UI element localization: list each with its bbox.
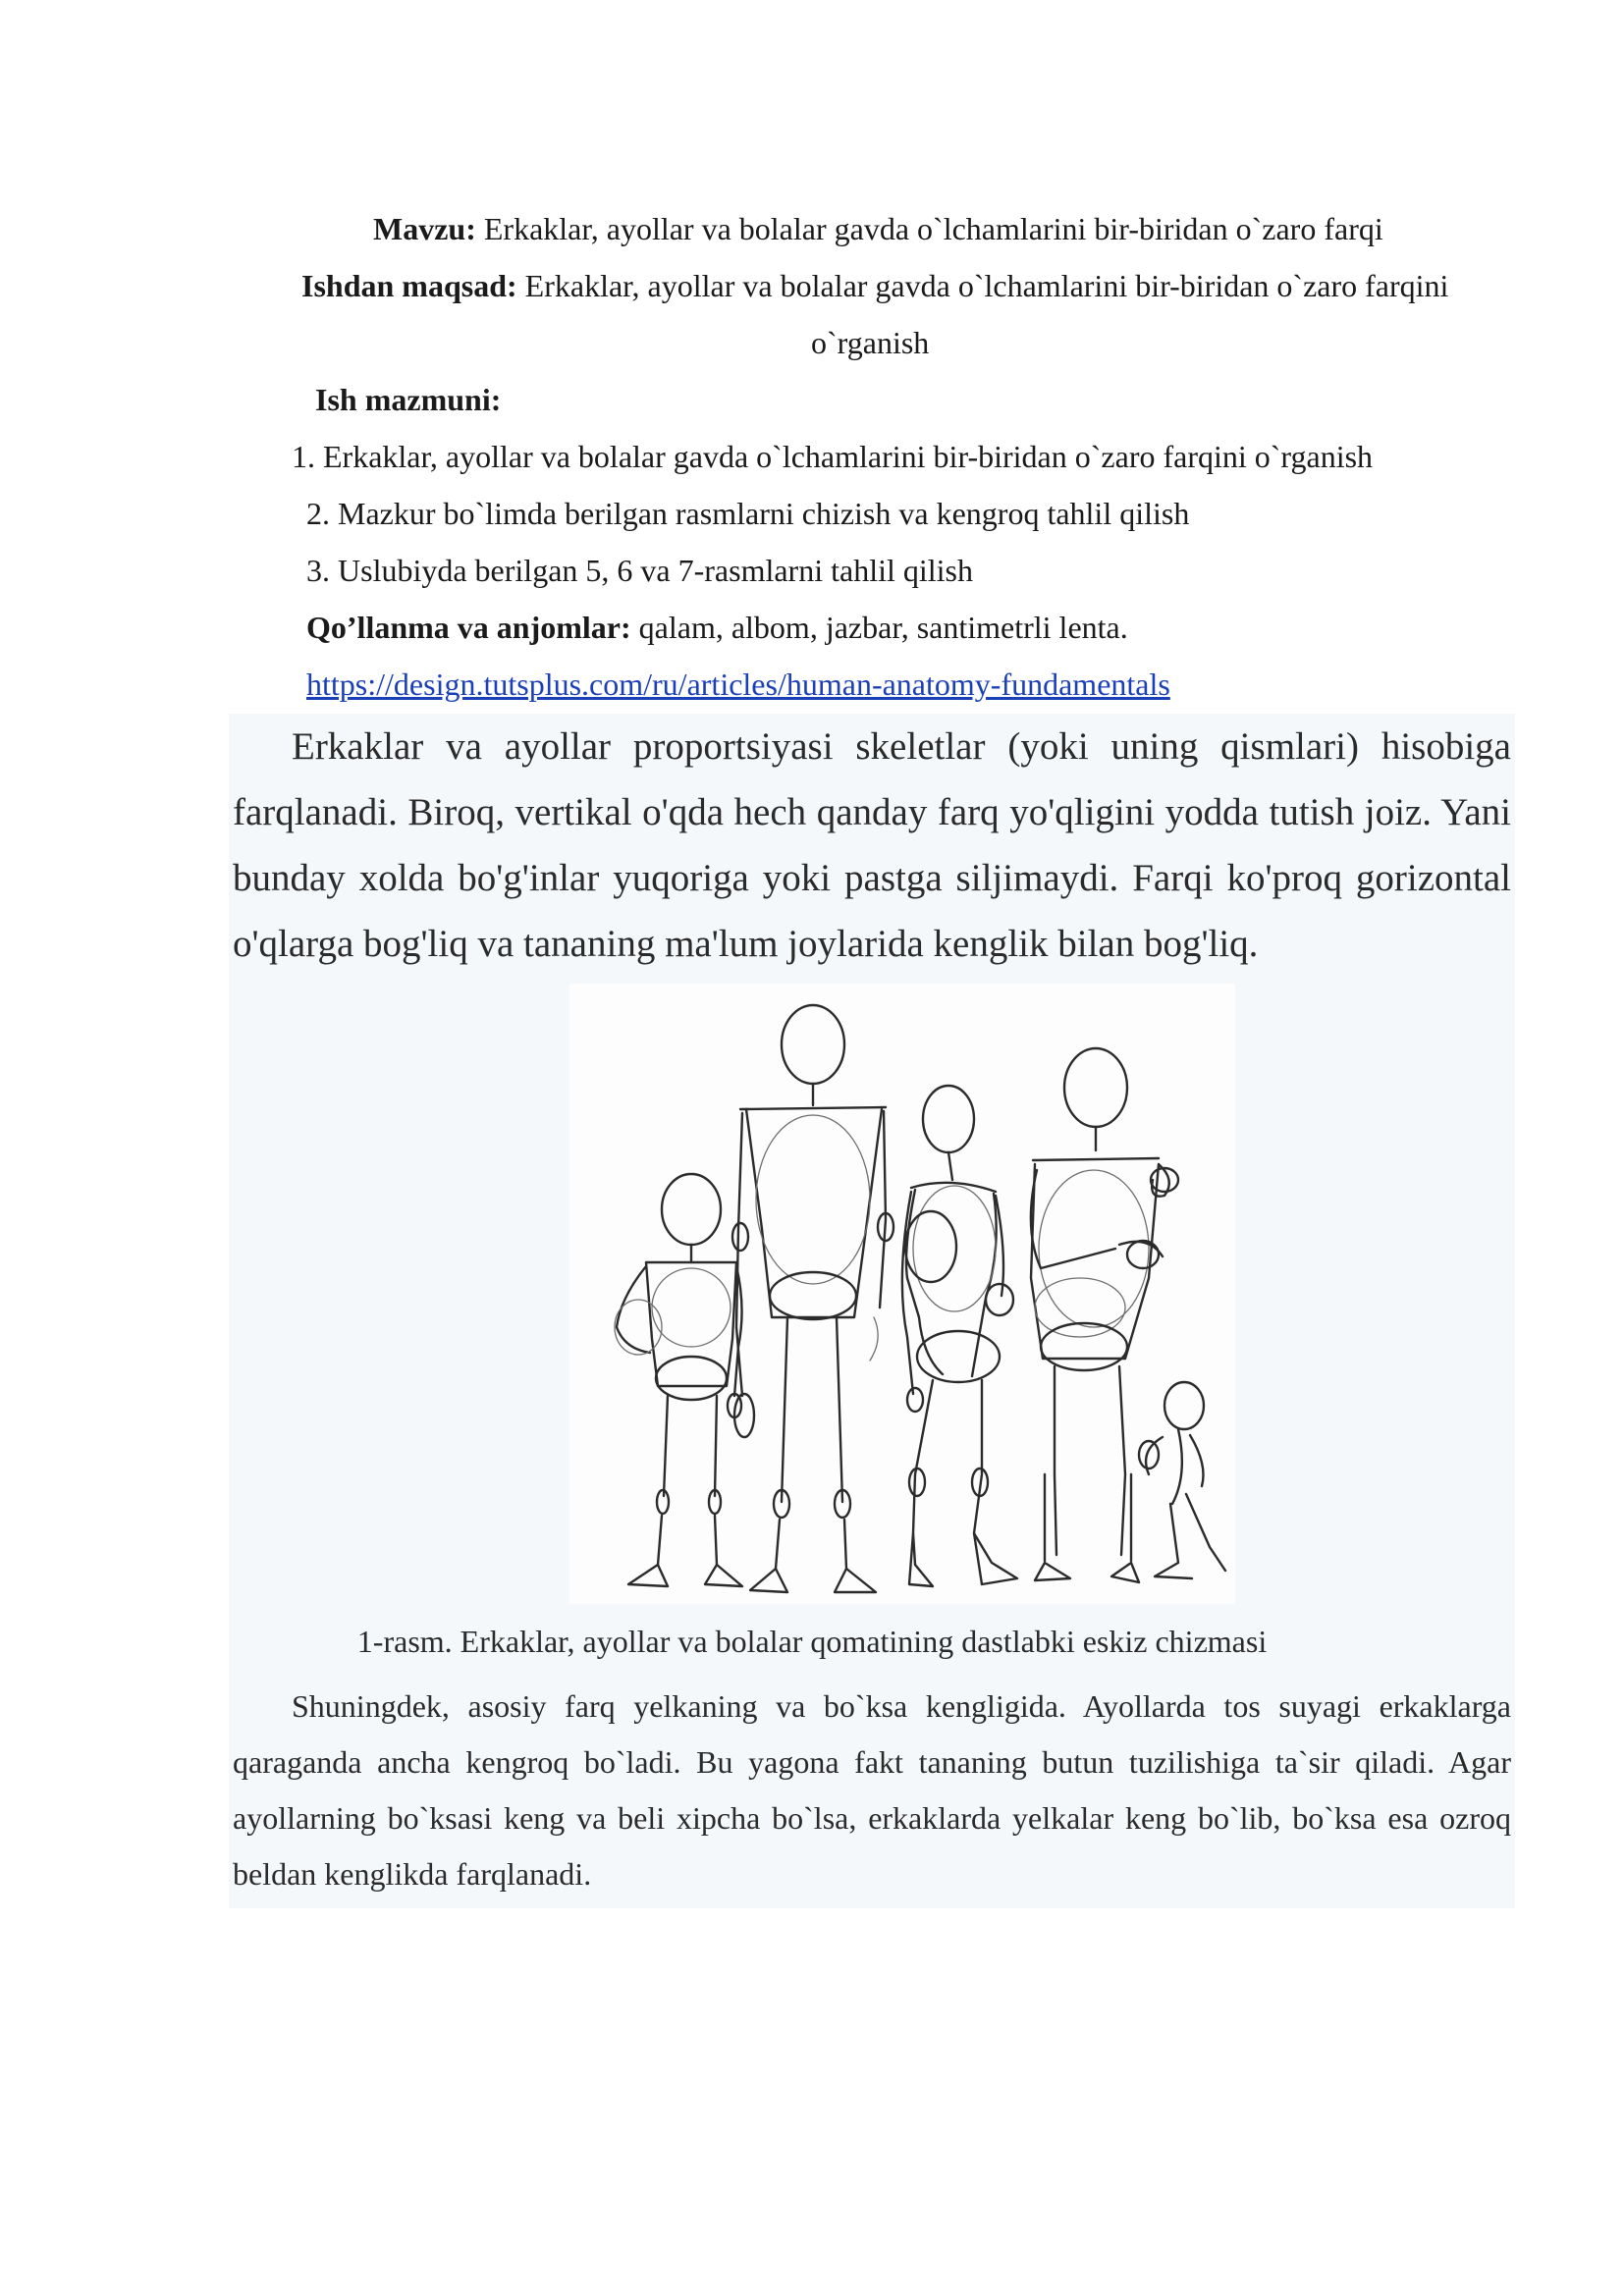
materials-label: Qo’llanma va anjomlar: xyxy=(306,610,631,645)
list-item: 1. Erkaklar, ayollar va bolalar gavda o`lchamlarini bir-biridan o`zaro farqini o`rganish xyxy=(292,439,1374,474)
materials-line xyxy=(306,608,1128,647)
paragraph-detail: Shuningdek, asosiy farq yelkaning va bo`ksa kengligida. Ayollarda tos suyagi erkaklarga qaraganda ancha kengroq bo`ladi. Bu yagona fakt tananing butun tuzilishiga ta`sir qiladi. Agar ayollarning bo`ksasi keng va beli xipcha bo`lsa, erkaklarda yelkalar keng bo`lib, bo`ksa esa ozroq beldan kenglikda farqlanadi. xyxy=(233,1688,1511,1892)
paragraph-intro: Erkaklar va ayollar proportsiyasi skeletlar (yoki uning qismlari) hisobiga farqlanadi. Biroq, vertikal o'qda hech qanday farq yo'qligini yodda tutish joiz. Yani bunday xolda bo'g'inlar yuqoriga yoki pastga siljimaydi. Farqi ko'proq gorizontal o'qlarga bog'liq va tananing ma'lum joylarida kenglik bilan bog'liq. xyxy=(233,725,1511,965)
man-figure-sketch xyxy=(732,1005,893,1592)
reference-link[interactable]: https://design.tutsplus.com/ru/articles/human-anatomy-fundamentals xyxy=(306,667,1170,702)
topic-text: Erkaklar, ayollar va bolalar gavda o`lchamlarini bir-biridan o`zaro farqi xyxy=(475,211,1383,246)
topic-line xyxy=(373,209,1383,248)
figure-sketch xyxy=(569,984,1235,1604)
materials-text: qalam, albom, jazbar, santimetrli lenta. xyxy=(630,610,1128,645)
goal-text: Erkaklar, ayollar va bolalar gavda o`lchamlarini bir-biridan o`zaro farqini xyxy=(516,268,1449,303)
proportion-sketch-image xyxy=(569,984,1235,1604)
list-item: 2. Mazkur bo`limda berilgan rasmlarni chizish va kengroq tahlil qilish xyxy=(306,496,1190,531)
woman-figure-sketch xyxy=(902,1086,1017,1586)
goal-label: Ishdan maqsad: xyxy=(301,268,517,303)
man-with-child-figure-sketch xyxy=(1031,1048,1225,1582)
goal-line xyxy=(301,266,1448,305)
topic-label: Mavzu: xyxy=(373,211,476,246)
content-label: Ish mazmuni: xyxy=(315,382,502,417)
figure-caption: 1-rasm. Erkaklar, ayollar va bolalar qomatining dastlabki eskiz chizmasi xyxy=(356,1624,1268,1659)
goal-line-cont: o`rganish xyxy=(811,325,930,360)
child-figure-sketch xyxy=(615,1174,742,1586)
list-item: 3. Uslubiyda berilgan 5, 6 va 7-rasmlarni tahlil qilish xyxy=(306,553,973,588)
